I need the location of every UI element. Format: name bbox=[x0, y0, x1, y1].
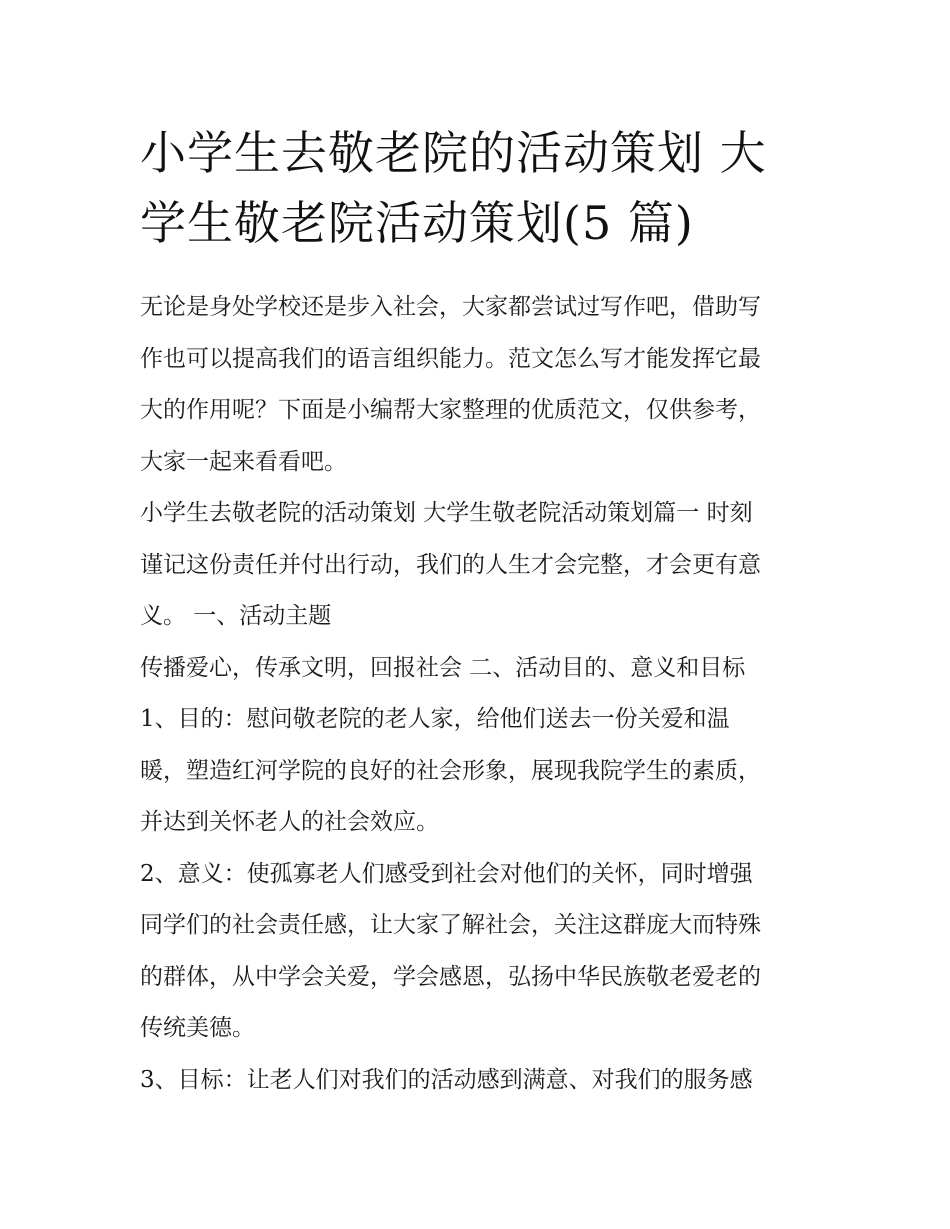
text-line: 无论是身处学校还是步入社会，大家都尝试过写作吧，借助写 bbox=[140, 294, 761, 320]
text-line: 3、目标：让老人们对我们的活动感到满意、对我们的服务感 bbox=[140, 1066, 753, 1093]
paragraph-purpose bbox=[140, 694, 820, 849]
text-line: 义。 一、活动主题 bbox=[140, 603, 332, 629]
text-line: 的群体，从中学会关爱，学会感恩，弘扬中华民族敬老爱老的 bbox=[140, 963, 761, 990]
title-line: 学生敬老院活动策划(5 篇) bbox=[140, 196, 694, 250]
text-line: 大的作用呢？下面是小编帮大家整理的优质范文，仅供参考， bbox=[140, 397, 761, 423]
title-line: 小学生去敬老院的活动策划 大 bbox=[140, 126, 767, 180]
paragraph-meaning bbox=[140, 849, 820, 1055]
text-line: 大家一起来看看吧。 bbox=[140, 448, 347, 475]
text-line: 小学生去敬老院的活动策划 大学生敬老院活动策划篇一 时刻 bbox=[140, 500, 753, 526]
text-line: 同学们的社会责任感，让大家了解社会，关注这群庞大而特殊 bbox=[140, 912, 761, 938]
document-title bbox=[140, 118, 820, 258]
text-line: 谨记这份责任并付出行动，我们的人生才会完整，才会更有意 bbox=[140, 551, 761, 578]
paragraph-intro bbox=[140, 282, 820, 488]
text-line: 并达到关怀老人的社会效应。 bbox=[140, 809, 439, 835]
text-line: 1、目的：慰问敬老院的老人家，给他们送去一份关爱和温 bbox=[140, 706, 730, 732]
paragraph-section-one bbox=[140, 488, 820, 643]
text-line: 作也可以提高我们的语言组织能力。范文怎么写才能发挥它最 bbox=[140, 345, 761, 372]
text-line: 2、意义：使孤寡老人们感受到社会对他们的关怀，同时增强 bbox=[140, 860, 753, 887]
text-line: 传统美德。 bbox=[140, 1015, 255, 1041]
document-body bbox=[140, 282, 820, 1106]
document-content bbox=[140, 118, 820, 1106]
paragraph-theme bbox=[140, 643, 820, 695]
text-line: 暖，塑造红河学院的良好的社会形象，展现我院学生的素质， bbox=[140, 757, 761, 784]
paragraph-goal bbox=[140, 1055, 820, 1107]
text-line: 传播爱心，传承文明，回报社会 二、活动目的、意义和目标 bbox=[140, 654, 746, 681]
